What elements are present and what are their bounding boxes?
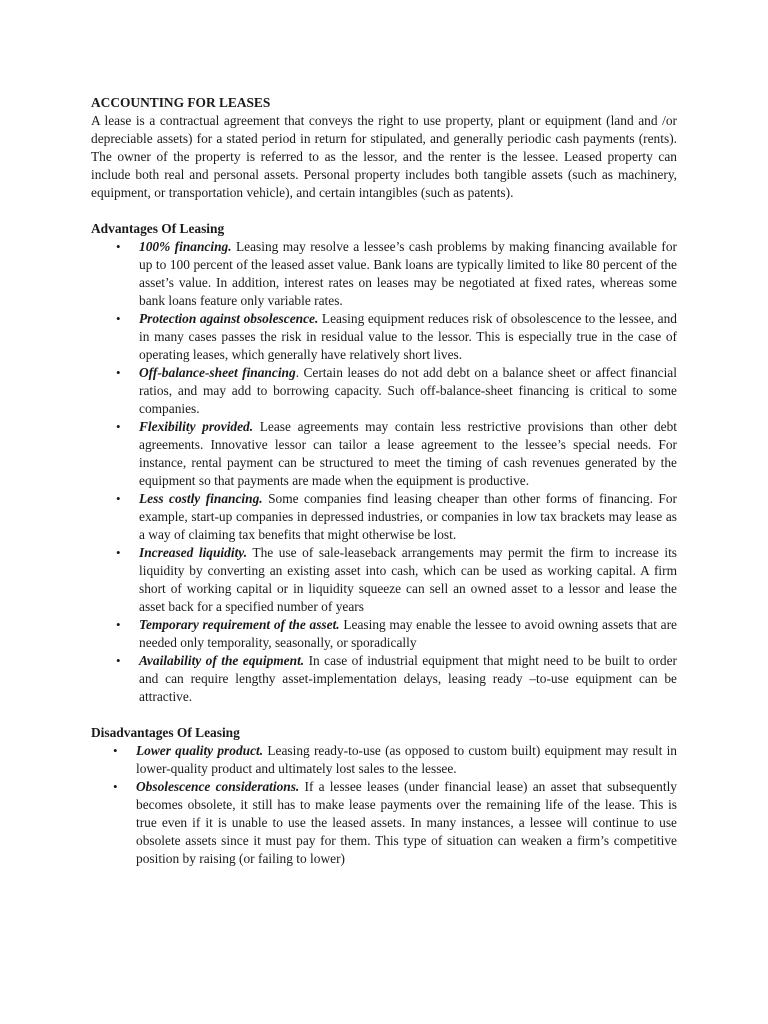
bullet-icon: • [116, 545, 121, 560]
item-text: Leasing may enable the lessee to avoid owning assets that are needed only temporality, seasonally, or sporadically [139, 617, 677, 650]
item-text: Leasing may resolve a lessee’s cash problems by making financing available for up to 100 percent of the leased asset value. Bank loans are typically limited to like 80 percent of the asset’s value. In addition, interest rates on leases may be negotiated at fixed rates, whereas some bank loans feature only variable rates. [139, 239, 677, 308]
item-term: Increased liquidity. [139, 545, 248, 560]
advantages-list [91, 238, 677, 706]
disadvantages-list [91, 742, 677, 868]
list-item [91, 490, 677, 544]
item-text: Lease agreements may contain less restrictive provisions than other debt agreements. Innovative lessor can tailor a lease agreement to the lessee’s special needs. For instance, rental payment can be structured to meet the timing of cash revenues generated by the equipment so that payments are made when the equipment is productive. [139, 419, 678, 488]
disadvantages-heading: Disadvantages Of Leasing [91, 725, 240, 740]
item-term: Protection against obsolescence. [139, 311, 319, 326]
bullet-icon: • [116, 617, 121, 632]
item-term: Off-balance-sheet financing [139, 365, 296, 380]
item-text: If a lessee leases (under financial lease) an asset that subsequently becomes obsolete, it still has to make lease payments over the remaining life of the lease. This is true even if it is unable to use the leased assets. In many instances, a lessee will continue to use obsolete assets since it must pay for them. This type of situation can weaken a firm’s competitive position by raising (or failing to lower) [136, 779, 678, 866]
item-term: Availability of the equipment. [139, 653, 305, 668]
list-item [91, 778, 677, 868]
bullet-icon: • [116, 311, 121, 326]
bullet-icon: • [116, 419, 121, 434]
advantages-heading: Advantages Of Leasing [91, 221, 225, 236]
intro-paragraph: A lease is a contractual agreement that conveys the right to use property, plant or equipment (land and /or depreciable assets) for a stated period in return for stipulated, and generally periodic cash payments (rents). The owner of the property is referred to as the lessor, and the renter is the lessee. Leased property can include both real and personal assets. Personal property includes both tangible assets (such as machinery, equipment, or transportation vehicle), and certain intangibles (such as patents). [91, 113, 677, 200]
list-item [91, 544, 677, 616]
item-term: Temporary requirement of the asset. [139, 617, 340, 632]
list-item [91, 238, 677, 310]
item-term: Obsolescence considerations. [136, 779, 300, 794]
list-item [91, 418, 677, 490]
bullet-icon: • [116, 491, 121, 506]
item-term: Flexibility provided. [139, 419, 254, 434]
bullet-icon: • [116, 365, 121, 380]
item-text: Leasing ready-to-use (as opposed to custom built) equipment may result in lower-quality product and ultimately lost sales to the lessee. [136, 743, 677, 776]
item-text: . Certain leases do not add debt on a balance sheet or affect financial ratios, and may add to borrowing capacity. Such off-balance-sheet financing is critical to some companies. [139, 365, 677, 416]
item-term: Less costly financing. [139, 491, 263, 506]
item-term: 100% financing. [139, 239, 232, 254]
list-item [91, 364, 677, 418]
item-text: The use of sale-leaseback arrangements may permit the firm to increase its liquidity by converting an existing asset into cash, which can be used as working capital. A firm short of working capital or in liquidity squeeze can sell an owned asset to a lessor and lease the asset back for a specified number of years [139, 545, 678, 614]
item-text: In case of industrial equipment that might need to be built to order and can require lengthy asset-implementation delays, leasing ready –to-use equipment can be attractive. [139, 653, 677, 704]
list-item [91, 652, 677, 706]
document-page [91, 94, 677, 868]
list-item [91, 310, 677, 364]
bullet-icon: • [116, 653, 121, 668]
item-term: Lower quality product. [136, 743, 264, 758]
bullet-icon: • [116, 239, 121, 254]
list-item [91, 616, 677, 652]
bullet-icon: • [113, 743, 118, 758]
list-item [91, 742, 677, 778]
item-text: Some companies find leasing cheaper than other forms of financing. For example, start-up companies in depressed industries, or companies in low tax brackets may lease as a way of claiming tax benefits that might otherwise be lost. [139, 491, 677, 542]
bullet-icon: • [113, 779, 118, 794]
item-text: Leasing equipment reduces risk of obsolescence to the lessee, and in many cases passes the risk in residual value to the lessor. This is especially true in the case of operating leases, which generally have relatively short lives. [139, 311, 678, 362]
document-title: ACCOUNTING FOR LEASES [91, 95, 271, 110]
